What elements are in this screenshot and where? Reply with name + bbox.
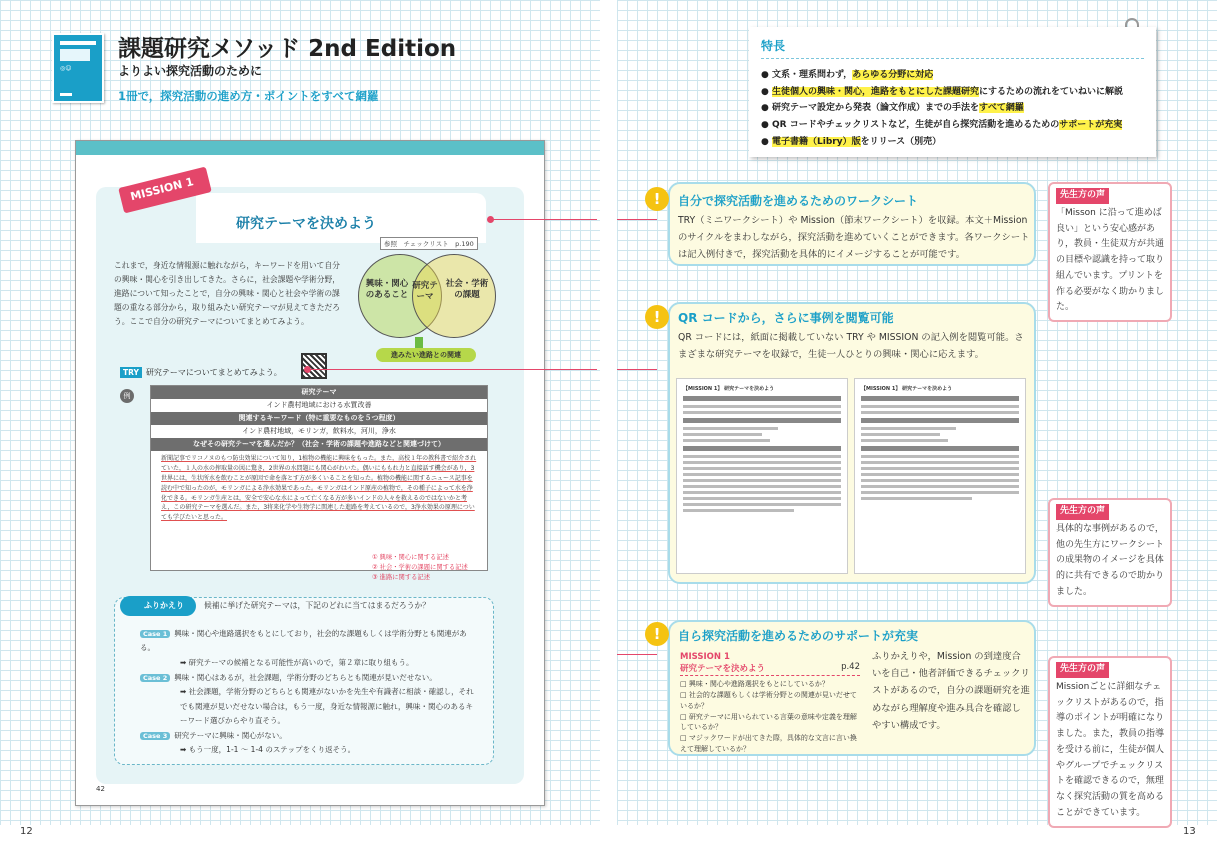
try-line: TRY 研究テーマについてまとめてみよう。: [120, 367, 282, 378]
page-number-left: 12: [20, 826, 33, 837]
qr-sample-page-2: 【MISSION 1】 研究テーマを決めよう: [854, 378, 1026, 574]
venn-center-label: 研究テーマ: [412, 281, 438, 303]
book-subtitle: よりよい探究活動のために: [118, 64, 263, 78]
book-title: 課題研究メソッド 2nd Edition: [118, 36, 457, 62]
section-title: 自ら探究活動を進めるためのサポートが充実: [678, 629, 919, 643]
checklist-sample: MISSION 1 研究テーマを決めよう p.42 □ 興味・関心や進路選択をもとにしているか？ □ 社会的な課題もしくは学術分野との関連が見いだせているか？ □ 研究テーマに用いられている言葉の意味や定義を理解しているか？ □ マジックワードが出てきた際，具体的な文言に言い換えて理解しているか？: [680, 652, 860, 754]
teacher-voice-3: 先生方の声 Missionごとに詳細なチェックリストがあるので，指導のポイントが明確になりました。また，教員の指導を受ける前に，生徒が個人やグループでチェックリストを確認できるので，無理なく探究活動の質を高めることができています。: [1048, 656, 1172, 828]
case-1: Case 1 興味・関心や進路選択をもとにしており，社会的な課題もしくは学術分野とも関連がある。 ➡ 研究テーマの候補となる可能性が高いので，第２章に取り組もう。: [140, 629, 467, 667]
feature-item: ● QR コードやチェックリストなど，生徒が自ら探究活動を進めるためのサポートが充実: [761, 119, 1123, 130]
legend: ① 興味・関心に関する記述 ② 社会・学術の課題に関する記述 ③ 進路に関する記述: [372, 554, 468, 582]
furikaeri-badge: ふりかえり: [120, 596, 196, 616]
checklist-ref: 参照 チェックリスト p.190: [380, 237, 478, 250]
teacher-voice-2: 先生方の声 具体的な事例があるので，他の先生方にワークシートの成果物のイメージを具体的に共有できるので助かりました。: [1048, 498, 1172, 607]
feature-item: ● 生徒個人の興味・関心，進路をもとにした課題研究にするための流れをていねいに解説: [761, 86, 1124, 97]
section-title: 自分で探究活動を進めるためのワークシート: [678, 194, 919, 208]
page-number-right: 13: [1183, 826, 1196, 837]
mission-intro: これまで，身近な情報源に触れながら，キーワードを用いて自分の興味・関心を引き出してきた。さらに，社会課題や学術分野，進路について知ったことで，自分の興味・関心と社会や学術の課題の重なる部分から，取り組みたい研究テーマが見えてきただろう。ここで自分の研究テーマについてまとめてみよう。: [114, 261, 341, 326]
section-text: QR コードには，紙面に掲載していない TRY や MISSION の記入例を閲覧可能。さまざまな研究テーマを収録で，生徒一人ひとりの興味・関心に応えます。: [678, 332, 1024, 361]
case-2: Case 2 興味・関心はあるが，社会課題，学術分野のどちらとも関連が見いだせない。 ➡ 社会課題，学術分野のどちらとも関連がないかを先生や有識者に相談・確認し，それでも関連が見いだせない場合は，もう一度，身近な情報源に触れ，興味・関心のあるキーワード選びからやり直そう。: [140, 671, 480, 728]
mission-flag: MISSION 1: [118, 166, 212, 213]
venn-right-label: 社会・学術の課題: [445, 279, 489, 301]
feature-item: ● 研究テーマ設定から発表（論文作成）までの手法をすべて網羅: [761, 103, 1024, 114]
section-text: ふりかえりや，Mission の到達度合いを自己・他者評価できるチェックリストがあるので，自分の課題研究を進めながら理解度や進み具合を確認しやすい構成です。: [872, 651, 1030, 731]
sample-page-number: 42: [96, 785, 105, 793]
feature-item: ● 文系・理系問わず，あらゆる分野に対応: [761, 70, 934, 80]
section-text: TRY（ミニワークシート）や Mission（節末ワークシート）を収録。本文＋Mission のサイクルをまわしながら，探究活動を進めていくことができます。各ワークシートは記入例付きで，探究活動を具体的にイメージすることが可能です。: [678, 215, 1030, 261]
mission-title: 研究テーマを決めよう: [236, 216, 376, 232]
qr-sample-page-1: 【MISSION 1】 研究テーマを決めよう: [676, 378, 848, 574]
exclamation-icon: !: [645, 622, 669, 646]
exclamation-icon: !: [645, 187, 669, 211]
features-card: [749, 27, 1156, 157]
furikaeri-question: 候補に挙げた研究テーマは，下記のどれに当てはまるだろうか？: [204, 601, 431, 610]
exclamation-icon: !: [645, 305, 669, 329]
example-table: 研究テーマ インド農村地域における水質改善 関連するキーワード（特に重要なものを５つ程度） インド農村地域，モリンガ，飲料水，河川，浄水 なぜその研究テーマを選んだか？（社会・学術の課題や進路などと関連づけて） 新聞記事でリコノヌのもつ防虫効果について知り，1植物の機能に興味をもった。また，高校１年の教科書で紹介されていた，１人の水の搾取量の図に驚き，2世界の水問題にも関心がわいた。偶いにももれ力と直接話す機会があり，3世界には，生状所水を飲むことが原因で命を落とす方が多くいることを知った。植物の機能に関するニュース記事を読む中で知ったのが，モリンガによる浄水効果であった。モリンガはインド原産の植物で，その種子によって水を浄化できる。モリンガ生産とは，安全で安心な水によって亡くなる方が多いインドの人々を救えるのではないかと考え，この研究テーマを選んだ。また，3将来化学や生物学に関連した進路を考えているので，3浄水効果の原理についても学びたいと思った。: [150, 385, 488, 571]
book-cover-thumbnail: ◎☺: [52, 33, 104, 103]
venn-left-label: 興味・関心のあること: [365, 279, 409, 301]
book-tagline: 1冊で，探究活動の進め方・ポイントをすべて網羅: [118, 89, 379, 103]
case-3: Case 3 研究テーマに興味・関心がない。 ➡ もう一度，1-1 〜 1-4 のステップをくり返そう。: [140, 729, 480, 758]
features-title: 特長: [761, 37, 1144, 59]
feature-item: ● 電子書籍（Libry）版をリリース（別売）: [761, 136, 942, 147]
sample-page: [75, 140, 545, 806]
venn-base-label: 進みたい進路との関連: [376, 348, 476, 362]
teacher-voice-1: 先生方の声 「Misson に沿って進めば良い」という安心感があり，教員・生徒双方が共通の目標や認識を持って取り組んでいます。プリントを作る必要がなく助かりました。: [1048, 182, 1172, 322]
example-badge: 例: [120, 389, 134, 403]
section-title: QR コードから，さらに事例を閲覧可能: [678, 311, 894, 325]
